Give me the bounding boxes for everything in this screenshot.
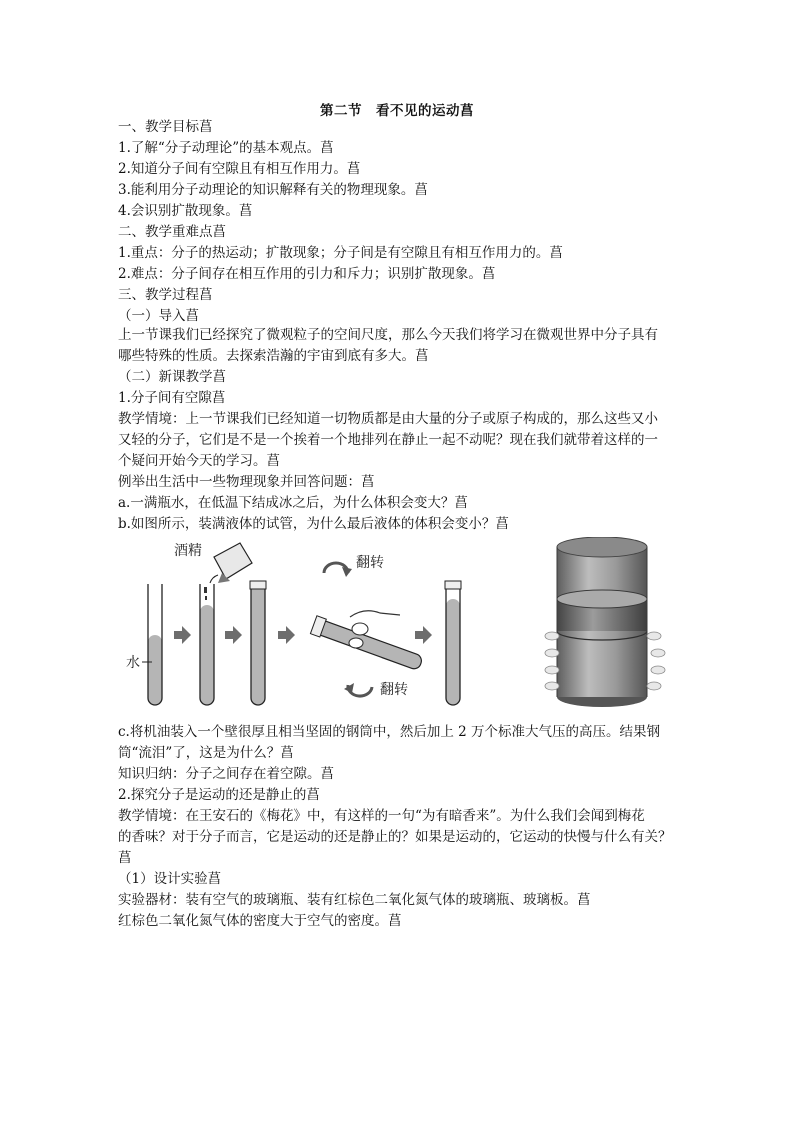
experiment-illustration (118, 537, 684, 715)
arrow-right-icon (278, 626, 295, 644)
text-line: 个疑问开始今天的学习。菖 (118, 453, 280, 469)
text-line: 的香味？对于分子而言，它是运动的还是静止的？如果是运动的，它运动的快慢与什么有关？ (118, 829, 672, 845)
text-line: 菖 (118, 850, 132, 866)
label-flip-top: 翻转 (356, 555, 384, 571)
experiment-figure (118, 537, 684, 715)
text-line: 2.探究分子是运动的还是静止的菖 (118, 787, 320, 803)
beaker-icon (210, 543, 252, 583)
text-line: 2.难点：分子间存在相互作用的引力和斥力；识别扩散现象。菖 (118, 266, 496, 282)
test-tube-alcohol-pour (200, 584, 214, 705)
text-line: 一、教学目标菖 (118, 119, 213, 135)
text-line: 3.能利用分子动理论的知识解释有关的物理现象。菖 (118, 182, 428, 198)
text-line: 教学情境：上一节课我们已经知道一切物质都是由大量的分子或原子构成的，那么这些又小 (118, 411, 658, 427)
text-line: b.如图所示，装满液体的试管，为什么最后液体的体积会变小？菖 (118, 516, 509, 532)
test-tube-full (250, 581, 266, 705)
text-line: 1.了解“分子动理论”的基本观点。菖 (118, 140, 334, 156)
text-line: 二、教学重难点菖 (118, 224, 226, 240)
text-line: 例举出生活中一些物理现象并回答问题：菖 (118, 474, 375, 490)
text-line: 4.会识别扩散现象。菖 (118, 203, 253, 219)
flip-arrow-icon (344, 683, 372, 696)
text-line: a.一满瓶水，在低温下结成冰之后，为什么体积会变大？菖 (118, 495, 468, 511)
text-line: （一）导入菖 (118, 308, 199, 324)
text-line: c.将机油装入一个壁很厚且相当坚固的钢筒中，然后加上 2 万个标准大气压的高压。结果钢 (118, 724, 661, 740)
text-line: 知识归纳：分子之间存在着空隙。菖 (118, 766, 334, 782)
text-line: 上一节课我们已经探究了微观粒子的空间尺度，那么今天我们将学习在微观世界中分子具有 (118, 327, 658, 343)
text-line: 筒“流泪”了，这是为什么？菖 (118, 745, 294, 761)
text-line: （1）设计实验菖 (118, 871, 222, 887)
text-line: 红棕色二氧化氮气体的密度大于空气的密度。菖 (118, 913, 402, 929)
steel-cylinder (557, 537, 647, 707)
label-water: 水 (126, 655, 140, 671)
text-line: （二）新课教学菖 (118, 369, 226, 385)
text-line: 1.重点：分子的热运动；扩散现象；分子间是有空隙且有相互作用力的。菖 (118, 245, 563, 261)
text-line: 又轻的分子，它们是不是一个挨着一个地排列在静止一起不动呢？现在我们就带着这样的一 (118, 432, 658, 448)
test-tube-water (148, 584, 162, 705)
arrow-right-icon (415, 626, 432, 644)
label-alcohol: 酒精 (174, 543, 202, 559)
text-line: 三、教学过程菖 (118, 287, 213, 303)
arrow-right-icon (225, 626, 242, 644)
text-line: 哪些特殊的性质。去探索浩瀚的宇宙到底有多大。菖 (118, 348, 429, 364)
tilted-test-tube (310, 616, 424, 673)
test-tube-reduced (445, 581, 461, 705)
page-title: 第二节 看不见的运动菖 (320, 103, 474, 119)
flip-arrow-icon (324, 563, 352, 577)
text-line: 实验器材：装有空气的玻璃瓶、装有红棕色二氧化氮气体的玻璃瓶、玻璃板。菖 (118, 892, 591, 908)
arrow-right-icon (174, 626, 191, 644)
text-line: 1.分子间有空隙菖 (118, 390, 226, 406)
text-line: 教学情境：在王安石的《梅花》中，有这样的一句“为有暗香来”。为什么我们会闻到梅花 (118, 808, 645, 824)
label-flip-bottom: 翻转 (380, 682, 408, 698)
text-line: 2.知道分子间有空隙且有相互作用力。菖 (118, 161, 361, 177)
